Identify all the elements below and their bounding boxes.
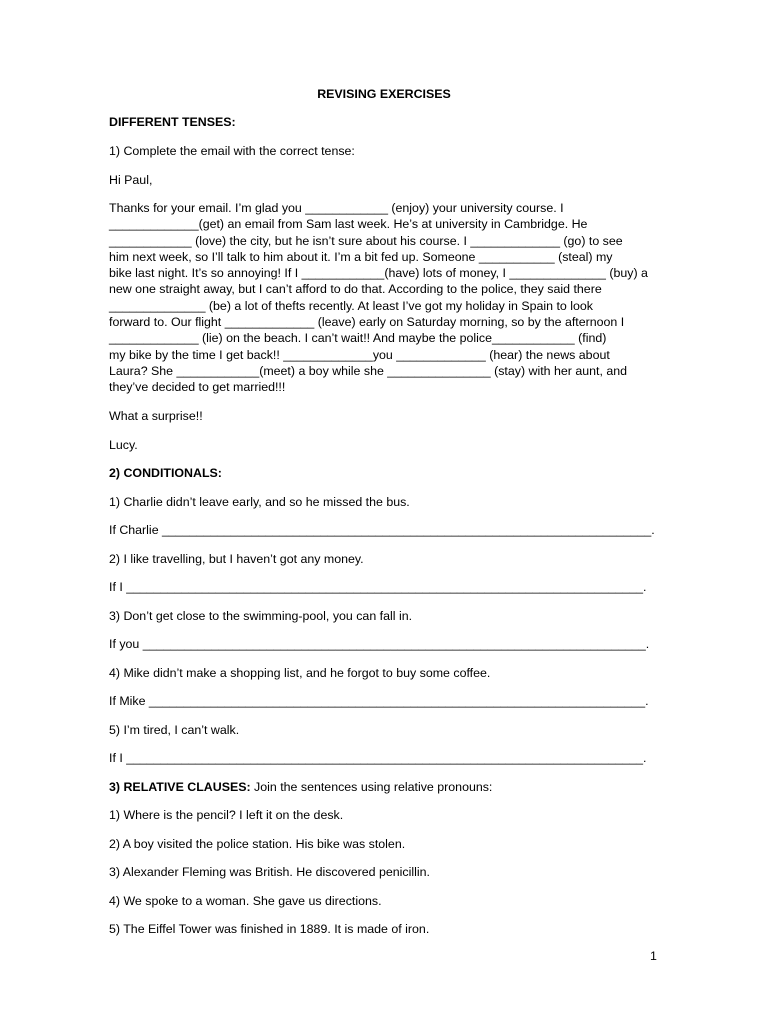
page-title: REVISING EXERCISES: [317, 87, 451, 101]
conditional-answer-1: If Charlie _______________________________________________________________________.: [109, 523, 655, 537]
relative-question-1: 1) Where is the pencil? I left it on the desk.: [109, 808, 344, 822]
email-line: forward to. Our flight _____________ (leave) early on Saturday morning, so by the afternoon I: [109, 315, 625, 330]
email-line: ____________ (love) the city, but he isn’t sure about his course. I _____________ (go) to see: [109, 233, 623, 248]
section-3-instruction: Join the sentences using relative pronouns:: [250, 780, 493, 794]
email-line: ______________ (be) a lot of thefts recently. At least I’ve got my holiday in Spain to look: [109, 298, 593, 313]
email-line: Thanks for your email. I’m glad you ____________ (enjoy) your university course. I: [109, 201, 564, 215]
email-line: _____________ (lie) on the beach. I can’t wait!! And maybe the police____________ (find): [109, 331, 607, 346]
email-line: new one straight away, but I can’t afford to do that. According to the police, they said there: [109, 282, 602, 297]
relative-question-4: 4) We spoke to a woman. She gave us directions.: [109, 894, 382, 908]
email-line: bike last night. It’s so annoying! If I ____________(have) lots of money, I ______________ (buy) a: [109, 266, 648, 281]
section-3-number: 3): [109, 780, 121, 794]
email-line: him next week, so I’ll talk to him about it. I’m a bit fed up. Someone ___________ (steal) my: [109, 249, 613, 264]
email-greeting: Hi Paul,: [109, 173, 153, 187]
conditional-question-5: 5) I’m tired, I can’t walk.: [109, 723, 240, 737]
email-line: my bike by the time I get back!! _____________you _____________ (hear) the news about: [109, 347, 610, 362]
conditional-answer-5: If I ___________________________________________________________________________.: [109, 751, 647, 765]
section-2-title: CONDITIONALS:: [123, 466, 222, 480]
section-1-instruction: 1) Complete the email with the correct tense:: [109, 144, 355, 158]
section-1-heading: DIFFERENT TENSES:: [109, 115, 236, 129]
conditional-question-3: 3) Don’t get close to the swimming-pool, you can fall in.: [109, 609, 413, 623]
relative-question-2: 2) A boy visited the police station. His bike was stolen.: [109, 837, 406, 851]
email-closing: What a surprise!!: [109, 409, 203, 423]
email-line: _____________(get) an email from Sam last week. He’s at university in Cambridge. He: [109, 217, 588, 232]
section-3-heading: [109, 779, 492, 795]
relative-question-5: 5) The Eiffel Tower was finished in 1889. It is made of iron.: [109, 922, 430, 936]
conditional-answer-3: If you _________________________________________________________________________.: [109, 637, 650, 651]
conditional-answer-4: If Mike ________________________________________________________________________.: [109, 694, 649, 708]
email-body: [109, 200, 669, 396]
section-2-number: 2): [109, 466, 121, 480]
relative-question-3: 3) Alexander Fleming was British. He discovered penicillin.: [109, 865, 430, 879]
conditional-question-4: 4) Mike didn’t make a shopping list, and he forgot to buy some coffee.: [109, 666, 491, 680]
email-line: Laura? She ____________(meet) a boy while she _______________ (stay) with her aunt, and: [109, 363, 628, 378]
section-2-heading: [109, 465, 222, 481]
conditional-question-2: 2) I like travelling, but I haven’t got any money.: [109, 552, 364, 566]
section-3-title: RELATIVE CLAUSES:: [123, 780, 251, 794]
conditional-answer-2: If I ___________________________________________________________________________.: [109, 580, 647, 594]
conditional-question-1: 1) Charlie didn’t leave early, and so he missed the bus.: [109, 495, 410, 509]
email-signature: Lucy.: [109, 438, 138, 452]
email-line: they’ve decided to get married!!!: [109, 380, 286, 395]
page-number: 1: [650, 949, 657, 963]
